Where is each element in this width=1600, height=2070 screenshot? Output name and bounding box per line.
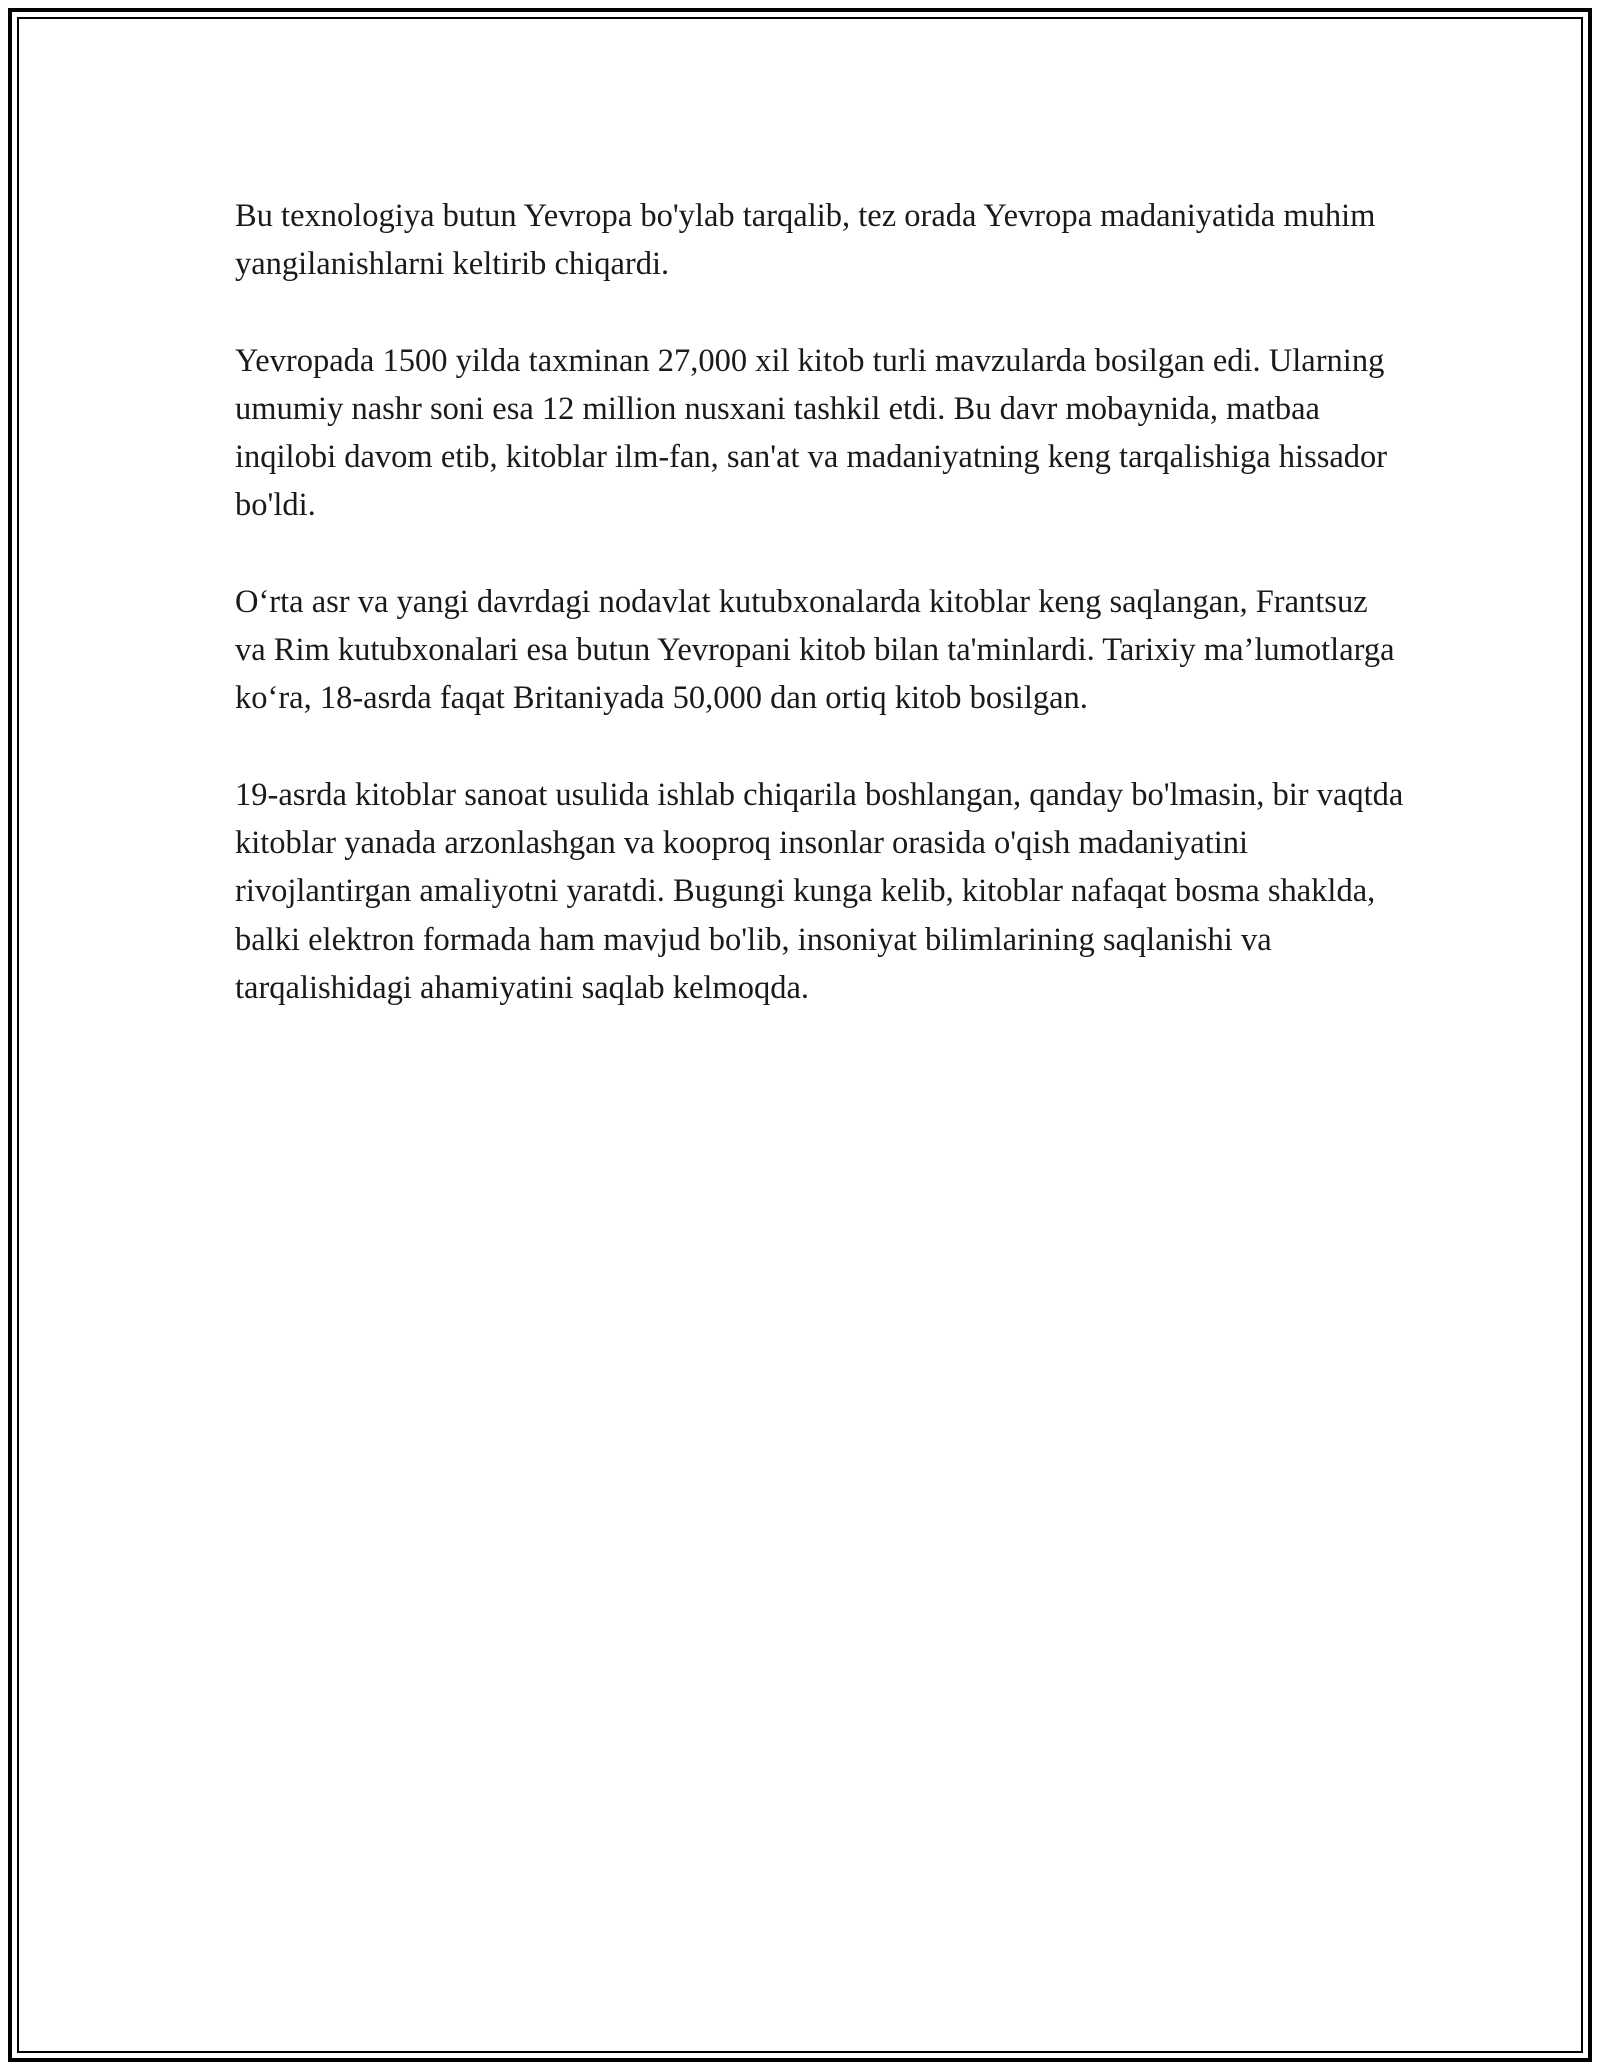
paragraph-4: 19-asrda kitoblar sanoat usulida ishlab chiqarila boshlangan, qanday bo'lmasin, bir vaqtda kitoblar yanada arzonlashgan va kooproq insonlar orasida o'qish madaniyatini rivojlantirgan amaliyotni yaratdi. Bugungi kunga kelib, kitoblar nafaqat bosma shaklda, balki elektron formada ham mavjud bo'lib, insoniyat bilimlarining saqlanishi va tarqalishidagi ahamiyatini saqlab kelmoqda. [235,776,1404,1006]
paragraph-2: Yevropada 1500 yilda taxminan 27,000 xil kitob turli mavzularda bosilgan edi. Ularning umumiy nashr soni esa 12 million nusxani tashkil etdi. Bu davr mobaynida, matbaa inqilobi davom etib, kitoblar ilm-fan, san'at va madaniyatning keng tarqalishiga hissador bo'ldi. [235,342,1388,524]
paragraph-1: Bu texnologiya butun Yevropa bo'ylab tarqalib, tez orada Yevropa madaniyatida muhim yangilanishlarni keltirib chiqardi. [235,198,1376,283]
document-page [8,8,1592,2062]
paragraph-3: O‘rta asr va yangi davrdagi nodavlat kutubxonalarda kitoblar keng saqlangan, Frantsuz va Rim kutubxonalari esa butun Yevropani kitob bilan ta'minlardi. Tarixiy ma’lumotlarga ko‘ra, 18-asrda faqat Britaniyada 50,000 dan ortiq kitob bosilgan. [235,583,1395,717]
document-body [235,192,1405,1060]
